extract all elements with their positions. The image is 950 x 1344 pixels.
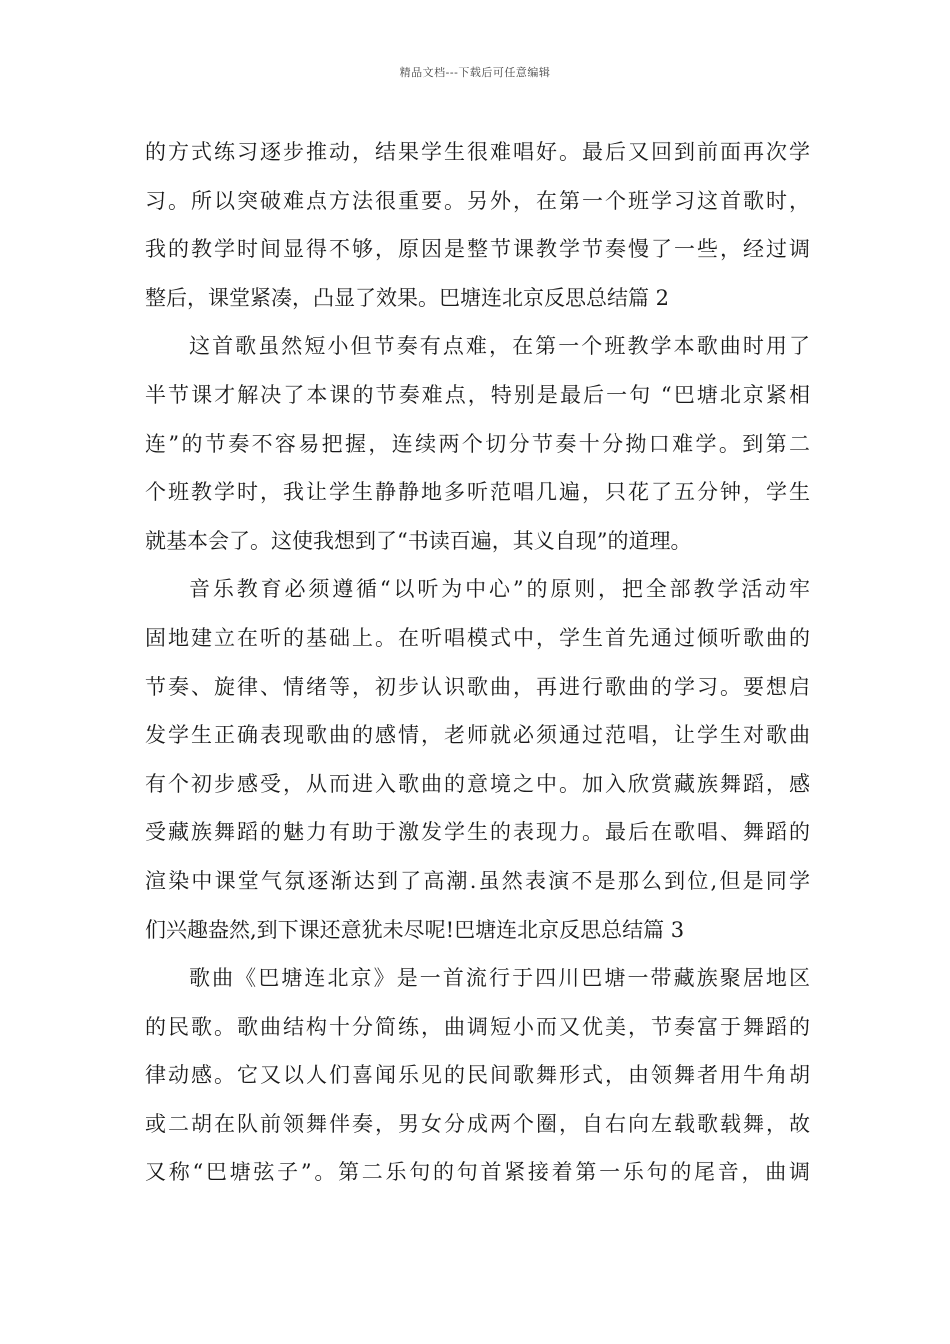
text-line: 或二胡在队前领舞伴奏，男女分成两个圈，自右向左载歌载舞，故 <box>145 1111 810 1136</box>
text-line: 半节课才解决了本课的节奏难点，特别是最后一句 “巴塘北京紧相 <box>145 382 810 407</box>
text-line: 的民歌。歌曲结构十分简练，曲调短小而又优美，节奏富于舞蹈的 <box>145 1014 810 1039</box>
paragraph-first-line: 音乐教育必须遵循“以听为中心”的原则，把全部教学活动牢 <box>189 577 810 602</box>
page-header: 精品文档---下载后可任意编辑 <box>399 66 551 79</box>
text-line: 律动感。它又以人们喜闻乐见的民间歌舞形式，由领舞者用牛角胡 <box>145 1063 810 1088</box>
text-line: 个班教学时，我让学生静静地多听范唱几遍，只花了五分钟，学生 <box>145 480 810 505</box>
text-line: 节奏、旋律、情绪等，初步认识歌曲，再进行歌曲的学习。要想启 <box>145 674 810 699</box>
text-line: 整后，课堂紧凑，凸显了效果。巴塘连北京反思总结篇 2 <box>145 285 670 310</box>
text-line: 固地建立在听的基础上。在听唱模式中，学生首先通过倾听歌曲的 <box>145 625 810 650</box>
text-line: 发学生正确表现歌曲的感情，老师就必须通过范唱，让学生对歌曲 <box>145 723 810 748</box>
text-line: 又称“巴塘弦子”。第二乐句的句首紧接着第一乐句的尾音，曲调 <box>145 1160 810 1185</box>
text-line: 习。所以突破难点方法很重要。另外，在第一个班学习这首歌时， <box>145 188 810 213</box>
text-line: 受藏族舞蹈的魅力有助于激发学生的表现力。最后在歌唱、舞蹈的 <box>145 820 810 845</box>
text-line: 的方式练习逐步推动，结果学生很难唱好。最后又回到前面再次学 <box>145 140 810 164</box>
text-line: 连”的节奏不容易把握，连续两个切分节奏十分拗口难学。到第二 <box>145 431 810 456</box>
text-line: 就基本会了。这使我想到了“书读百遍，其义自现”的道理。 <box>145 528 692 553</box>
paragraph-first-line: 这首歌虽然短小但节奏有点难，在第一个班教学本歌曲时用了 <box>189 334 810 359</box>
paragraph-first-line: 歌曲《巴塘连北京》是一首流行于四川巴塘一带藏族聚居地区 <box>189 966 810 991</box>
text-line: 我的教学时间显得不够，原因是整节课教学节奏慢了一些，经过调 <box>145 237 810 262</box>
text-line: 们兴趣盎然,到下课还意犹未尽呢!巴塘连北京反思总结篇 3 <box>145 917 685 942</box>
text-line: 渲染中课堂气氛逐渐达到了高潮.虽然表演不是那么到位,但是同学 <box>145 868 810 893</box>
document-body <box>145 128 810 1197</box>
text-line: 有个初步感受，从而进入歌曲的意境之中。加入欣赏藏族舞蹈，感 <box>145 771 810 796</box>
